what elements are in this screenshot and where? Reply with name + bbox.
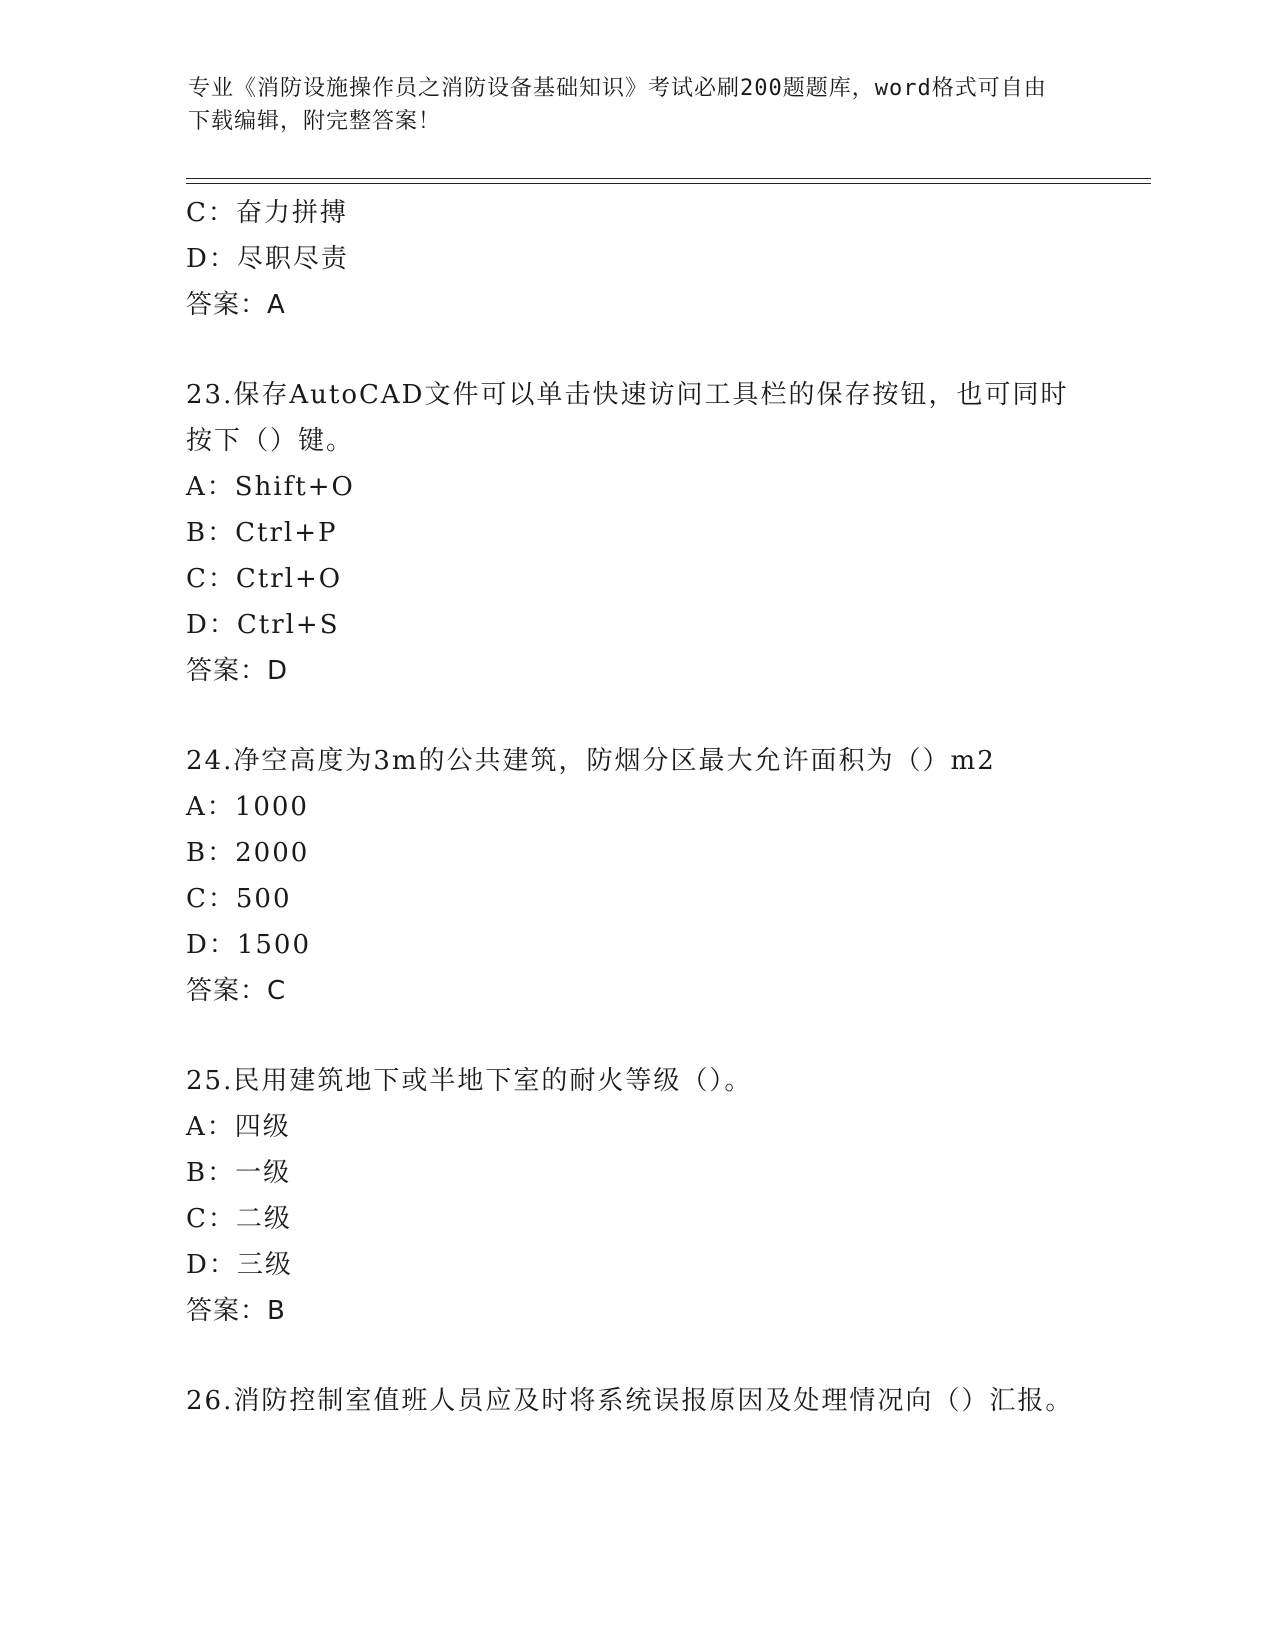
- option-c: C：Ctrl+O: [186, 564, 343, 594]
- question-text: 24.净空高度为3m的公共建筑，防烟分区最大允许面积为（）m2: [186, 746, 996, 776]
- option-c: C：奋力拼搏: [186, 198, 348, 228]
- option-c: C：二级: [186, 1204, 292, 1234]
- option-c: C：500: [186, 884, 292, 914]
- question-text: 23.保存AutoCAD文件可以单击快速访问工具栏的保存按钮，也可同时按下（）键。: [186, 380, 1069, 456]
- option-b: B：一级: [186, 1158, 292, 1188]
- option-b: B：2000: [186, 838, 310, 868]
- question-block-26: [186, 1378, 1086, 1424]
- option-b: B：Ctrl+P: [186, 518, 338, 548]
- answer-line: 答案：C: [186, 976, 287, 1006]
- answer-line: 答案：B: [186, 1296, 286, 1326]
- option-d: D：Ctrl+S: [186, 610, 340, 640]
- header-divider-top: [186, 178, 1151, 179]
- answer-line: 答案：D: [186, 656, 289, 686]
- option-a: A：Shift+O: [186, 472, 355, 502]
- answer-line: 答案：A: [186, 290, 286, 320]
- question-block-22: [186, 190, 1086, 328]
- spacer: [186, 328, 1086, 372]
- option-d: D：1500: [186, 930, 312, 960]
- document-header: 专业《消防设施操作员之消防设备基础知识》考试必刷200题题库，word格式可自由下载编辑，附完整答案！: [188, 76, 1047, 134]
- spacer: [186, 1014, 1086, 1058]
- question-text: 25.民用建筑地下或半地下室的耐火等级（）。: [186, 1066, 753, 1096]
- option-a: A：1000: [186, 792, 309, 822]
- question-block-25: [186, 1058, 1086, 1334]
- question-block-24: [186, 738, 1086, 1014]
- option-d: D：尽职尽责: [186, 244, 349, 274]
- option-d: D：三级: [186, 1250, 293, 1280]
- option-a: A：四级: [186, 1112, 291, 1142]
- question-text: 26.消防控制室值班人员应及时将系统误报原因及处理情况向（）汇报。: [186, 1386, 1074, 1416]
- question-block-23: [186, 372, 1086, 694]
- question-list: [186, 190, 1086, 1424]
- spacer: [186, 1334, 1086, 1378]
- header-divider-bottom: [186, 183, 1151, 184]
- spacer: [186, 694, 1086, 738]
